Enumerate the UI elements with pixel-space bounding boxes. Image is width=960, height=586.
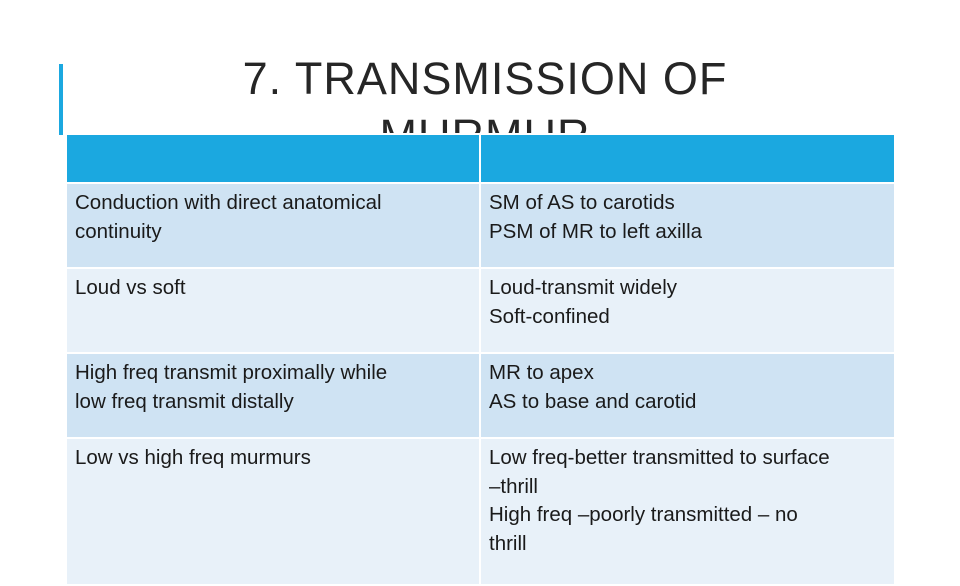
table-row: [66, 183, 895, 268]
title-accent-bar: [59, 64, 63, 135]
table-row: [66, 268, 895, 353]
table-row: [66, 438, 895, 585]
table-cell-example: Loud-transmit widely Soft-confined: [480, 268, 895, 353]
table-header-row: [66, 134, 895, 183]
table-cell-feature: High freq transmit proximally while low freq transmit distally: [66, 353, 480, 438]
table-row: [66, 353, 895, 438]
table-cell-feature: Loud vs soft: [66, 268, 480, 353]
transmission-table-container: [65, 133, 894, 555]
table-cell-example: MR to apex AS to base and carotid: [480, 353, 895, 438]
table-cell-feature: Conduction with direct anatomical continuity: [66, 183, 480, 268]
transmission-table: [65, 133, 896, 586]
table-header-cell: [66, 134, 480, 183]
slide-title: 7. TRANSMISSION OF: [242, 53, 728, 104]
table-cell-example: Low freq-better transmitted to surface –thrill High freq –poorly transmitted – no thrill: [480, 438, 895, 585]
table-header-cell: [480, 134, 895, 183]
table-cell-example: SM of AS to carotids PSM of MR to left axilla: [480, 183, 895, 268]
table-cell-feature: Low vs high freq murmurs: [66, 438, 480, 585]
